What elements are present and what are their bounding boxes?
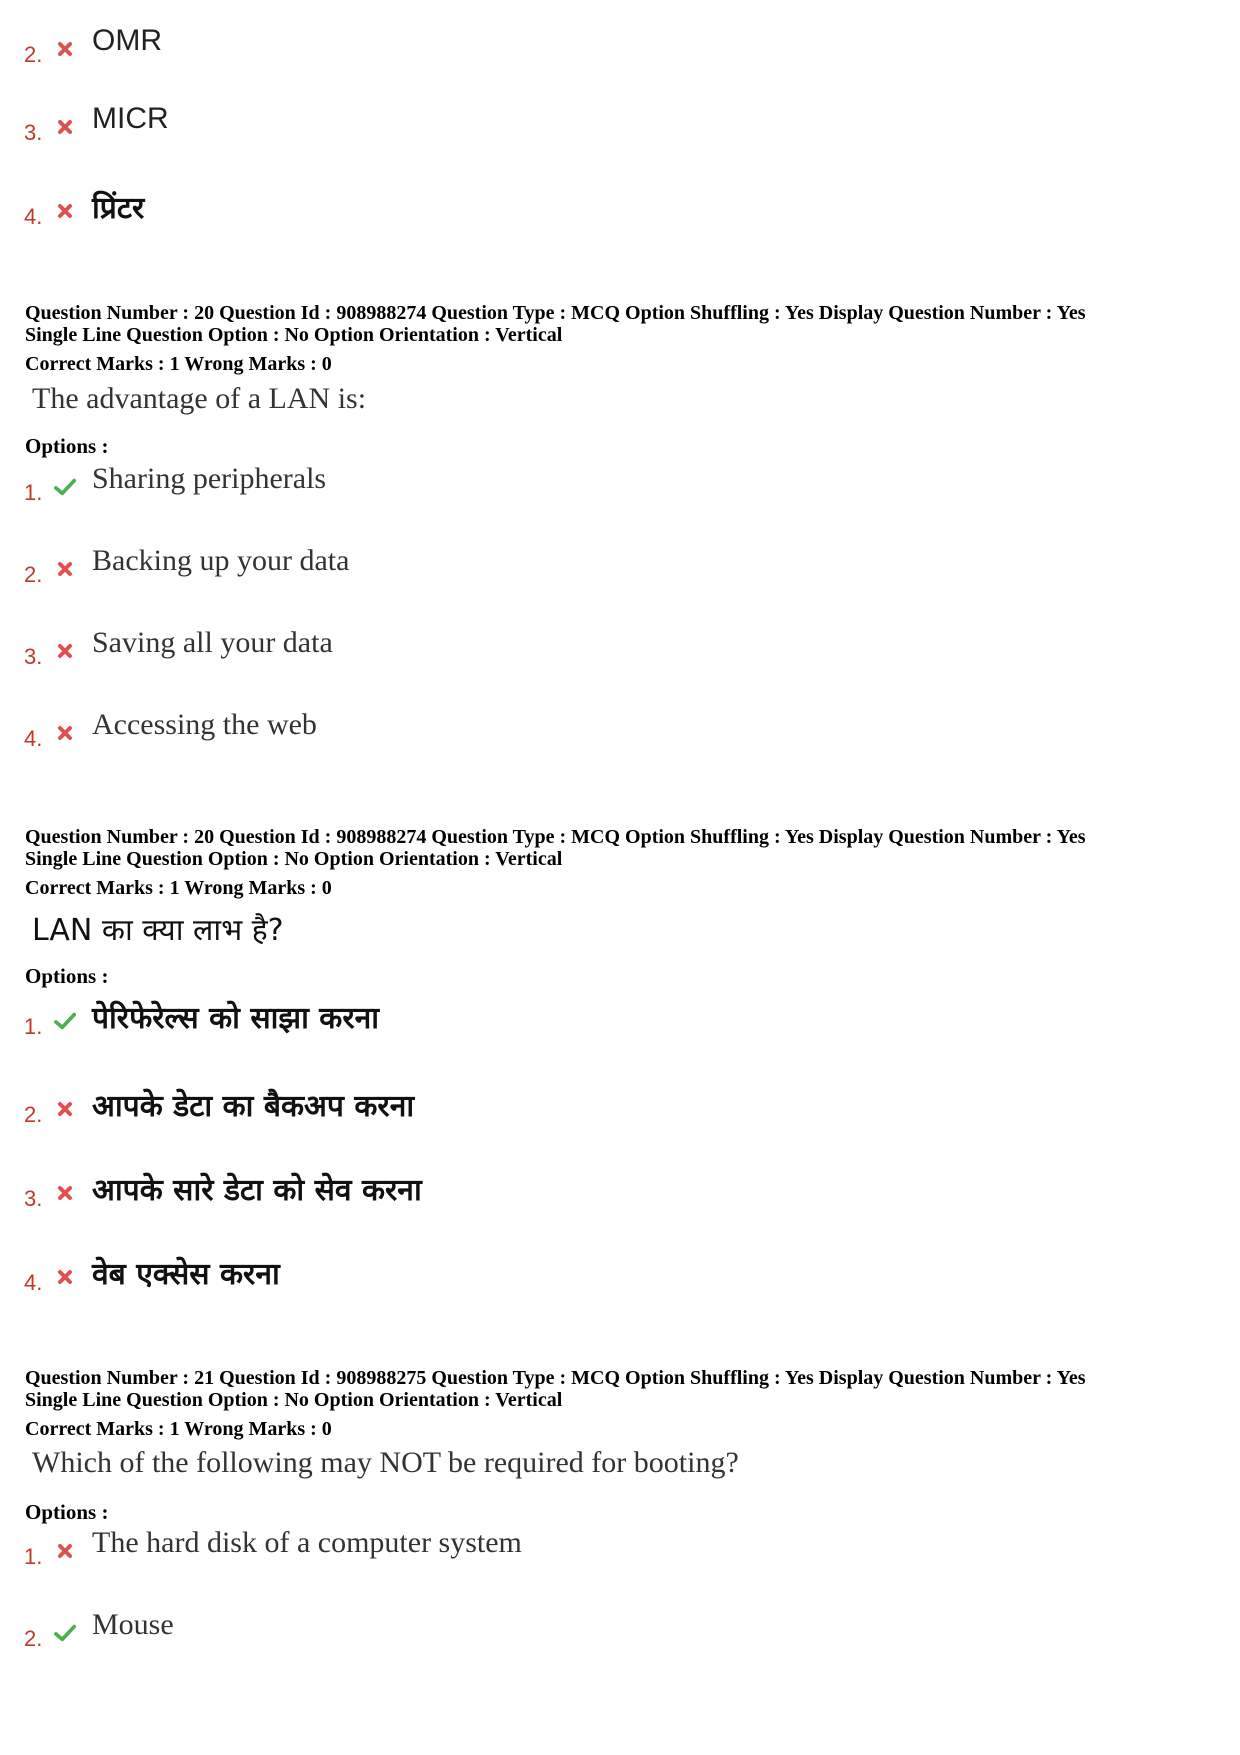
- option-text: आपके सारे डेटा को सेव करना: [92, 1173, 422, 1208]
- option-text: Accessing the web: [92, 708, 317, 741]
- question-meta-line: Question Number : 21 Question Id : 908988275 Question Type : MCQ Option Shuffling : Yes Display Question Number : Yes: [25, 1367, 1086, 1389]
- option-text: आपके डेटा का बैकअप करना: [92, 1089, 415, 1124]
- question-meta-line: Single Line Question Option : No Option Orientation : Vertical: [25, 848, 563, 870]
- option-number: 3.: [24, 644, 43, 669]
- options-label: Options :: [25, 1500, 109, 1524]
- option-text: पेरिफेरेल्स को साझा करना: [92, 1001, 380, 1036]
- option-number: 4.: [24, 204, 43, 229]
- options-label: Options :: [25, 964, 109, 988]
- wrong-icon: [54, 722, 76, 744]
- marks-line: Correct Marks : 1 Wrong Marks : 0: [25, 877, 332, 899]
- question-text: The advantage of a LAN is:: [32, 382, 367, 415]
- question-text: LAN का क्या लाभ है?: [32, 913, 284, 948]
- option-number: 2.: [24, 1626, 43, 1651]
- wrong-icon: [54, 1098, 76, 1120]
- option-number: 4.: [24, 726, 43, 751]
- option-number: 1.: [24, 480, 43, 505]
- wrong-icon: [54, 1540, 76, 1562]
- question-meta-line: Single Line Question Option : No Option Orientation : Vertical: [25, 1389, 563, 1411]
- wrong-icon: [54, 116, 76, 138]
- option-text: MICR: [92, 102, 169, 135]
- option-text: Saving all your data: [92, 626, 333, 659]
- wrong-icon: [54, 38, 76, 60]
- question-meta-line: Question Number : 20 Question Id : 908988274 Question Type : MCQ Option Shuffling : Yes Display Question Number : Yes: [25, 302, 1086, 324]
- marks-line: Correct Marks : 1 Wrong Marks : 0: [25, 353, 332, 375]
- option-number: 4.: [24, 1270, 43, 1295]
- wrong-icon: [54, 1266, 76, 1288]
- option-number: 2.: [24, 562, 43, 587]
- option-number: 2.: [24, 42, 43, 67]
- option-text: वेब एक्सेस करना: [92, 1257, 280, 1292]
- wrong-icon: [54, 558, 76, 580]
- wrong-icon: [54, 1182, 76, 1204]
- question-meta-line: Question Number : 20 Question Id : 908988274 Question Type : MCQ Option Shuffling : Yes Display Question Number : Yes: [25, 826, 1086, 848]
- question-text: Which of the following may NOT be required for booting?: [32, 1446, 739, 1479]
- options-label: Options :: [25, 434, 109, 458]
- check-icon: [54, 476, 76, 498]
- marks-line: Correct Marks : 1 Wrong Marks : 0: [25, 1418, 332, 1440]
- option-text: Backing up your data: [92, 544, 350, 577]
- wrong-icon: [54, 640, 76, 662]
- check-icon: [54, 1010, 76, 1032]
- option-text: OMR: [92, 24, 162, 57]
- option-text: The hard disk of a computer system: [92, 1526, 522, 1559]
- wrong-icon: [54, 200, 76, 222]
- option-number: 2.: [24, 1102, 43, 1127]
- option-text: Sharing peripherals: [92, 462, 327, 495]
- question-meta-line: Single Line Question Option : No Option Orientation : Vertical: [25, 324, 563, 346]
- option-text: प्रिंटर: [92, 191, 145, 226]
- option-number: 1.: [24, 1014, 43, 1039]
- option-number: 3.: [24, 120, 43, 145]
- option-text: Mouse: [92, 1608, 174, 1641]
- option-number: 3.: [24, 1186, 43, 1211]
- check-icon: [54, 1622, 76, 1644]
- option-number: 1.: [24, 1544, 43, 1569]
